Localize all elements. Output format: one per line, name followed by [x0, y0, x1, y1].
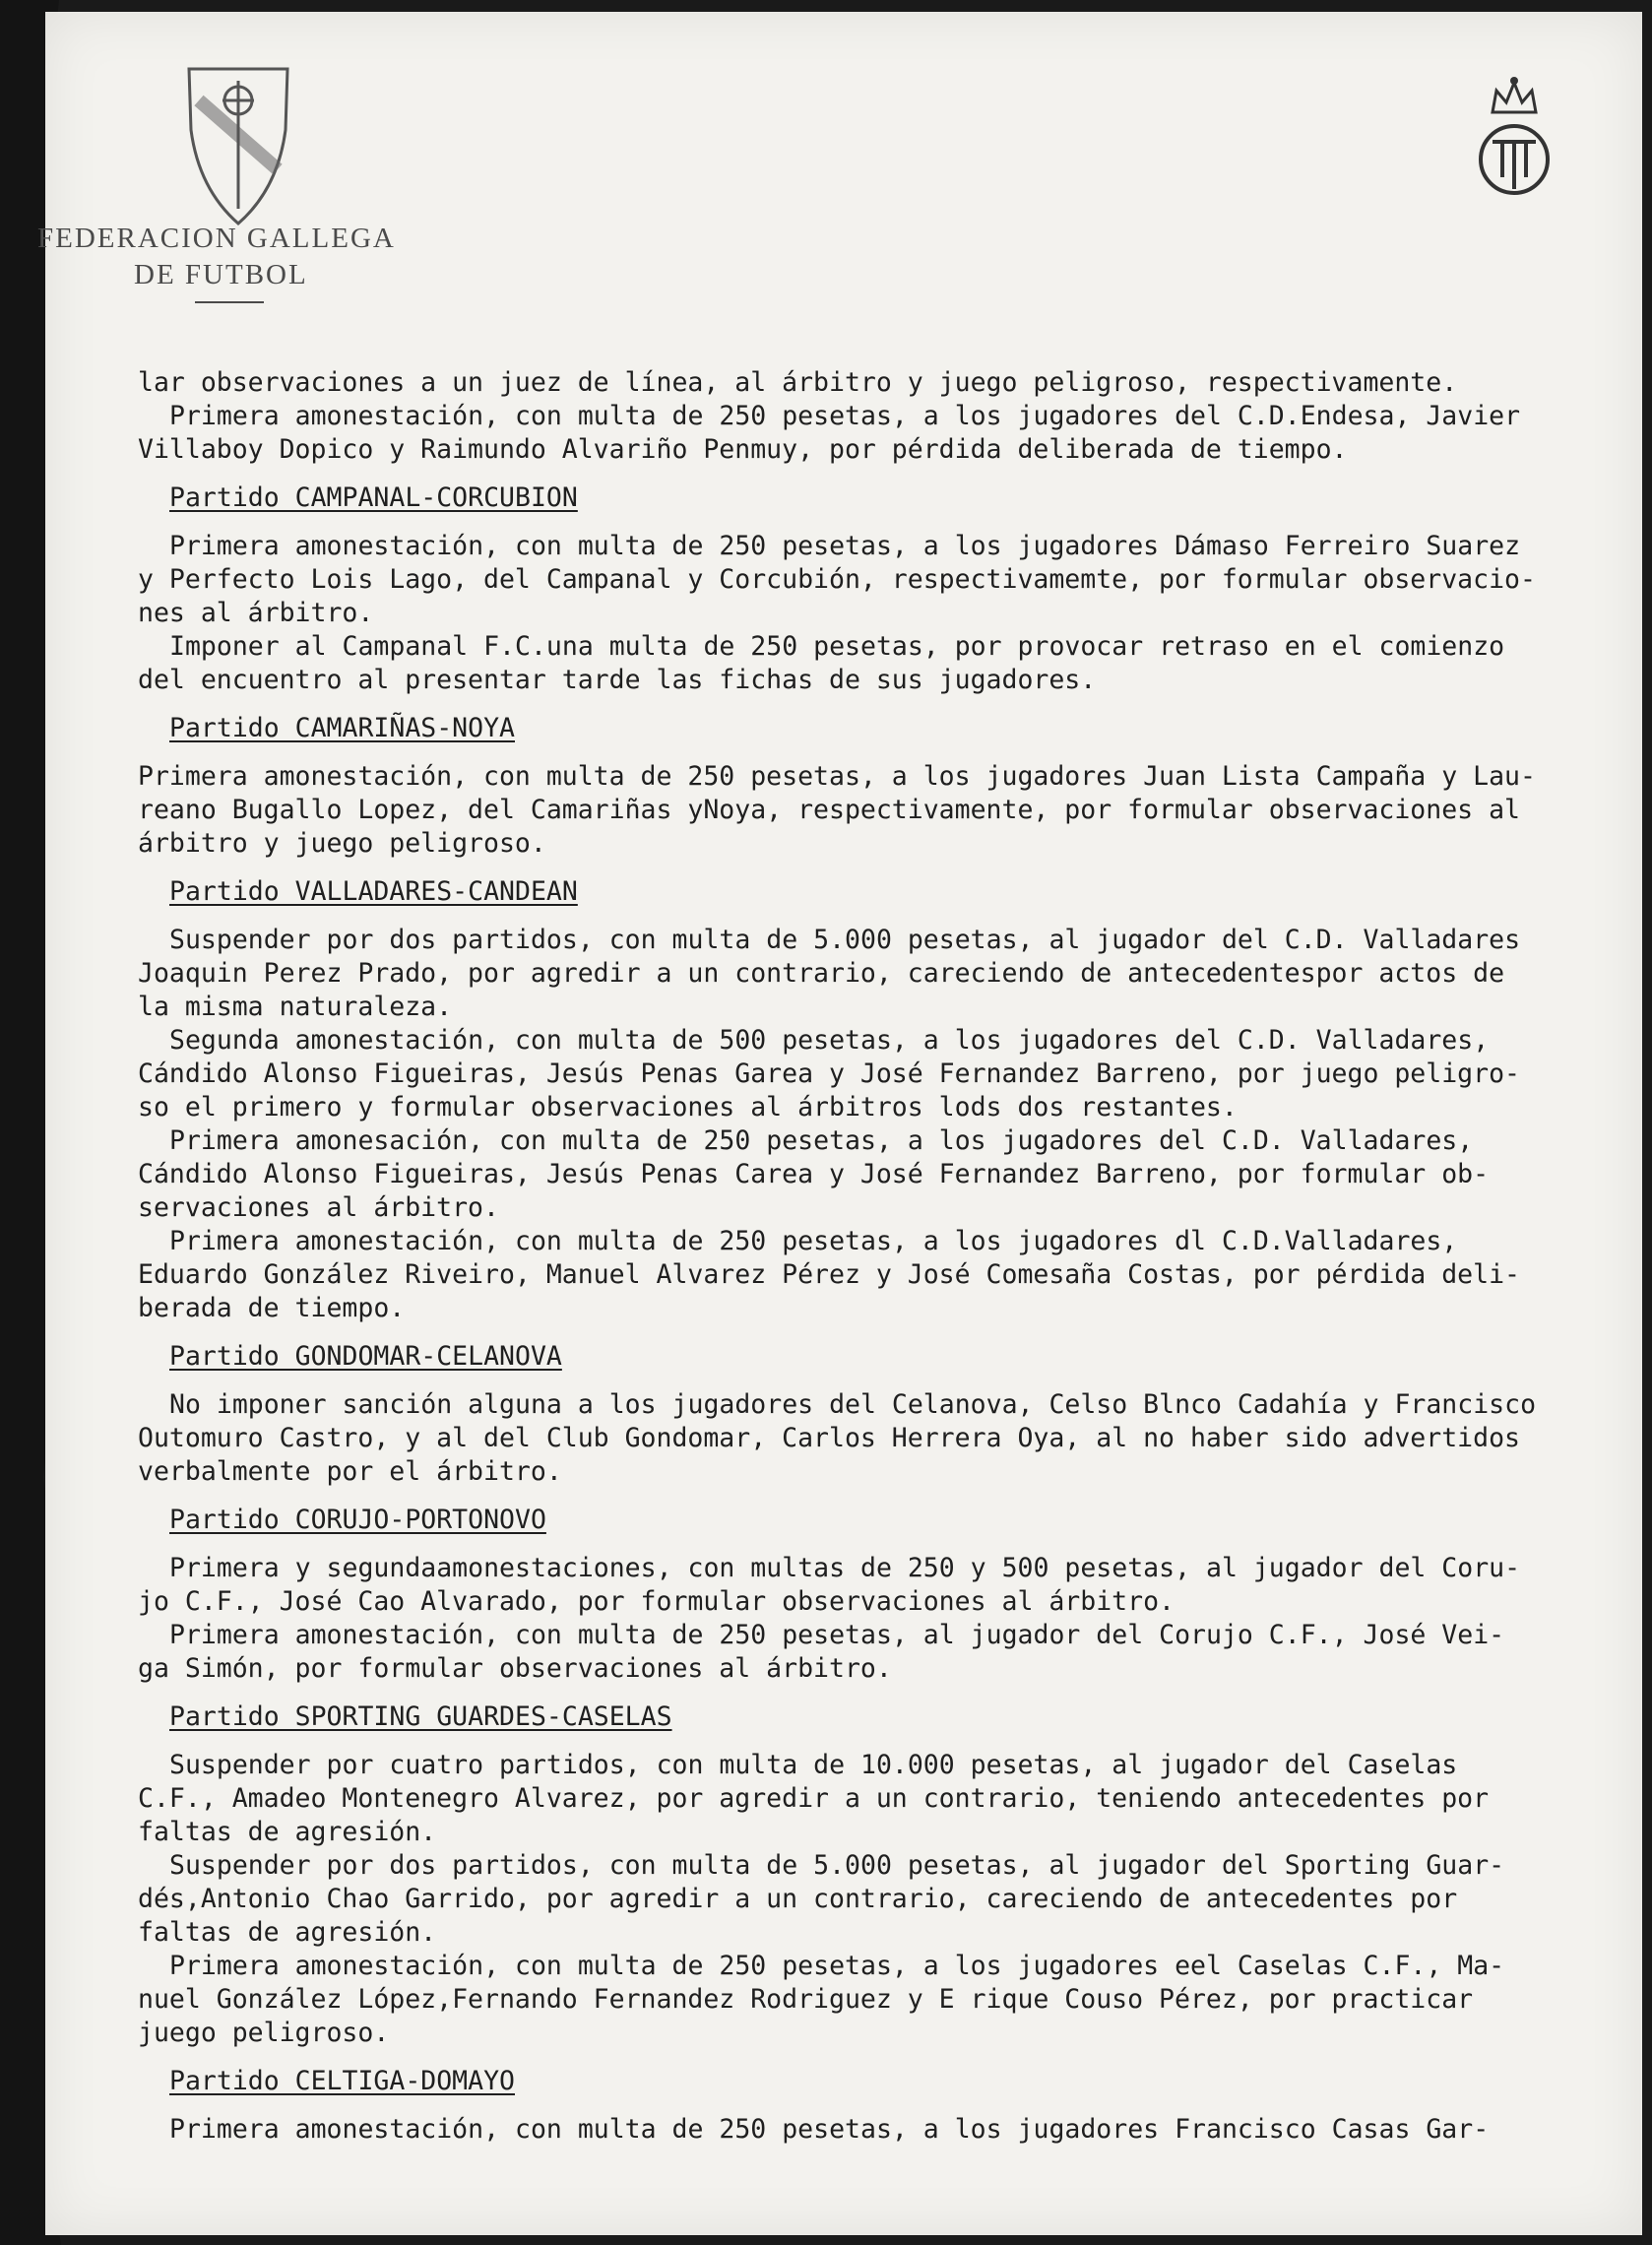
body-line: nes al árbitro.	[138, 598, 374, 628]
body-line: Cándido Alonso Figueiras, Jesús Penas Carea y José Fernandez Barreno, por formular ob-	[138, 1159, 1490, 1189]
body-line: árbitro y juego peligroso.	[138, 828, 546, 859]
body-line: Primera amonestación, con multa de 250 pesetas, al jugador del Corujo C.F., José Vei-	[169, 1620, 1505, 1650]
match-heading: Partido GONDOMAR-CELANOVA	[169, 1341, 562, 1372]
body-line: Primera amonestación, con multa de 250 pesetas, a los jugadores Dámaso Ferreiro Suarez	[169, 531, 1521, 561]
federation-shield-icon	[179, 61, 297, 228]
match-heading: Partido CORUJO-PORTONOVO	[169, 1505, 546, 1535]
federation-name-line1: FEDERACION GALLEGA	[37, 223, 396, 254]
federation-name	[37, 221, 490, 293]
body-line: dés,Antonio Chao Garrido, por agredir a un contrario, careciendo de antecedentes por	[138, 1884, 1458, 1914]
body-line: verbalmente por el árbitro.	[138, 1456, 562, 1487]
body-line: la misma naturaleza.	[138, 992, 453, 1022]
body-line: del encuentro al presentar tarde las fichas de sus jugadores.	[138, 665, 1097, 695]
letterhead-rule	[195, 301, 264, 303]
match-heading: Partido CAMPANAL-CORCUBION	[169, 482, 578, 513]
body-line: Primera amonestación, con multa de 250 pesetas, a los jugadores del C.D.Endesa, Javier	[169, 401, 1521, 431]
body-line: Suspender por cuatro partidos, con multa de 10.000 pesetas, al jugador del Caselas	[169, 1750, 1458, 1780]
body-line: jo C.F., José Cao Alvarado, por formular observaciones al árbitro.	[138, 1586, 1175, 1617]
body-line: Imponer al Campanal F.C.una multa de 250 pesetas, por provocar retraso en el comienzo	[169, 631, 1505, 662]
body-line: Suspender por dos partidos, con multa de 5.000 pesetas, al jugador del C.D. Valladares	[169, 925, 1521, 955]
body-line: berada de tiempo.	[138, 1293, 406, 1323]
match-heading: Partido SPORTING GUARDES-CASELAS	[169, 1701, 672, 1732]
body-line: y Perfecto Lois Lago, del Campanal y Corcubión, respectivamemte, por formular observacio-	[138, 564, 1536, 595]
body-line: ga Simón, por formular observaciones al árbitro.	[138, 1653, 892, 1684]
match-heading: Partido VALLADARES-CANDEAN	[169, 876, 578, 907]
match-heading: Partido CAMARIÑAS-NOYA	[169, 713, 515, 743]
document-body	[138, 366, 1605, 2147]
body-line: Segunda amonestación, con multa de 500 pesetas, a los jugadores del C.D. Valladares,	[169, 1025, 1490, 1056]
body-line: Cándido Alonso Figueiras, Jesús Penas Garea y José Fernandez Barreno, por juego peligro-	[138, 1058, 1520, 1089]
body-line: servaciones al árbitro.	[138, 1192, 499, 1223]
body-line: Primera amonestación, con multa de 250 pesetas, a los jugadores Francisco Casas Gar-	[169, 2114, 1490, 2145]
body-line: Primera amonestación, con multa de 250 pesetas, a los jugadores eel Caselas C.F., Ma-	[169, 1951, 1505, 1981]
federation-name-line2: DE FUTBOL	[134, 259, 308, 290]
body-line: Outomuro Castro, y al del Club Gondomar, Carlos Herrera Oya, al no haber sido advertidos	[138, 1423, 1520, 1453]
match-heading: Partido CELTIGA-DOMAYO	[169, 2066, 515, 2096]
body-line: Primera y segundaamonestaciones, con multas de 250 y 500 pesetas, al jugador del Coru-	[169, 1553, 1521, 1583]
body-line: Joaquin Perez Prado, por agredir a un contrario, careciendo de antecedentespor actos de	[138, 958, 1505, 989]
crowned-emblem-icon	[1463, 73, 1565, 201]
body-line: faltas de agresión.	[138, 1917, 437, 1948]
body-line: Primera amonesación, con multa de 250 pesetas, a los jugadores del C.D. Valladares,	[169, 1125, 1474, 1156]
body-line: nuel González López,Fernando Fernandez Rodriguez y E rique Couso Pérez, por practicar	[138, 1984, 1474, 2015]
body-line: Suspender por dos partidos, con multa de 5.000 pesetas, al jugador del Sporting Guar-	[169, 1850, 1505, 1881]
body-line: Villaboy Dopico y Raimundo Alvariño Penmuy, por pérdida deliberada de tiempo.	[138, 434, 1348, 465]
body-line: lar observaciones a un juez de línea, al árbitro y juego peligroso, respectivamente.	[138, 367, 1458, 398]
body-line: Primera amonestación, con multa de 250 pesetas, a los jugadores dl C.D.Valladares,	[169, 1226, 1458, 1256]
body-line: C.F., Amadeo Montenegro Alvarez, por agredir a un contrario, teniendo antecedentes por	[138, 1783, 1490, 1814]
body-line: juego peligroso.	[138, 2018, 390, 2048]
body-line: faltas de agresión.	[138, 1817, 437, 1847]
body-line: No imponer sanción alguna a los jugadores del Celanova, Celso Blnco Cadahía y Francisco	[169, 1389, 1537, 1420]
body-line: so el primero y formular observaciones al árbitros lods dos restantes.	[138, 1092, 1238, 1122]
body-line: Primera amonestación, con multa de 250 pesetas, a los jugadores Juan Lista Campaña y Lau-	[138, 761, 1536, 792]
body-line: Eduardo González Riveiro, Manuel Alvarez Pérez y José Comesaña Costas, por pérdida deli-	[138, 1259, 1520, 1290]
body-line: reano Bugallo Lopez, del Camariñas yNoya, respectivamente, por formular observaciones al	[138, 795, 1520, 825]
